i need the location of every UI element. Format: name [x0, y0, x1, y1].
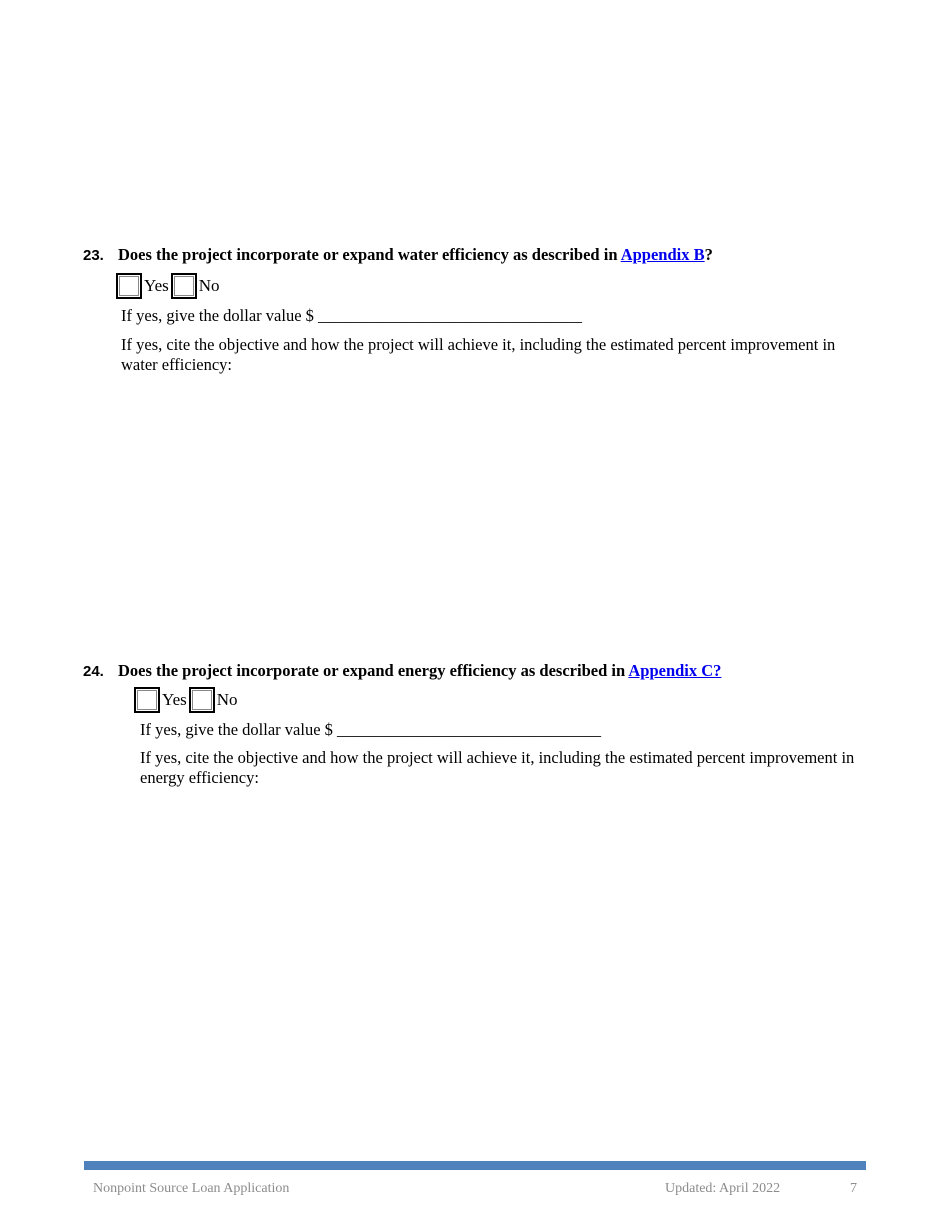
yes-no-options [134, 687, 240, 713]
yes-checkbox[interactable] [134, 687, 160, 713]
dollar-value-prompt: If yes, give the dollar value $ ________________________________ [121, 306, 583, 325]
appendix-b-link[interactable]: Appendix B [620, 245, 705, 264]
yes-label: Yes [162, 690, 187, 709]
footer-doc-title: Nonpoint Source Loan Application [93, 1181, 290, 1196]
footer-divider [84, 1161, 866, 1170]
no-checkbox[interactable] [189, 687, 215, 713]
question-number: 24. [83, 663, 104, 680]
no-checkbox[interactable] [171, 273, 197, 299]
footer-updated-date: Updated: April 2022 [665, 1181, 781, 1196]
dollar-value-prompt: If yes, give the dollar value $ ________________________________ [140, 720, 602, 739]
no-label: No [216, 690, 238, 709]
objective-prompt: If yes, cite the objective and how the project will achieve it, including the estimated percent improvement in energy efficiency: [140, 748, 855, 787]
question-text: Does the project incorporate or expand water efficiency as described in Appendix B? [118, 245, 713, 264]
yes-label: Yes [144, 276, 169, 295]
appendix-c-link[interactable]: Appendix C? [628, 661, 722, 680]
no-label: No [198, 276, 220, 295]
objective-prompt: If yes, cite the objective and how the project will achieve it, including the estimated percent improvement in water efficiency: [121, 335, 836, 374]
question-text: Does the project incorporate or expand energy efficiency as described in Appendix C? [118, 661, 722, 680]
question-number: 23. [83, 247, 104, 264]
yes-checkbox[interactable] [116, 273, 142, 299]
footer-page-number: 7 [850, 1181, 857, 1196]
yes-no-options [116, 273, 222, 299]
